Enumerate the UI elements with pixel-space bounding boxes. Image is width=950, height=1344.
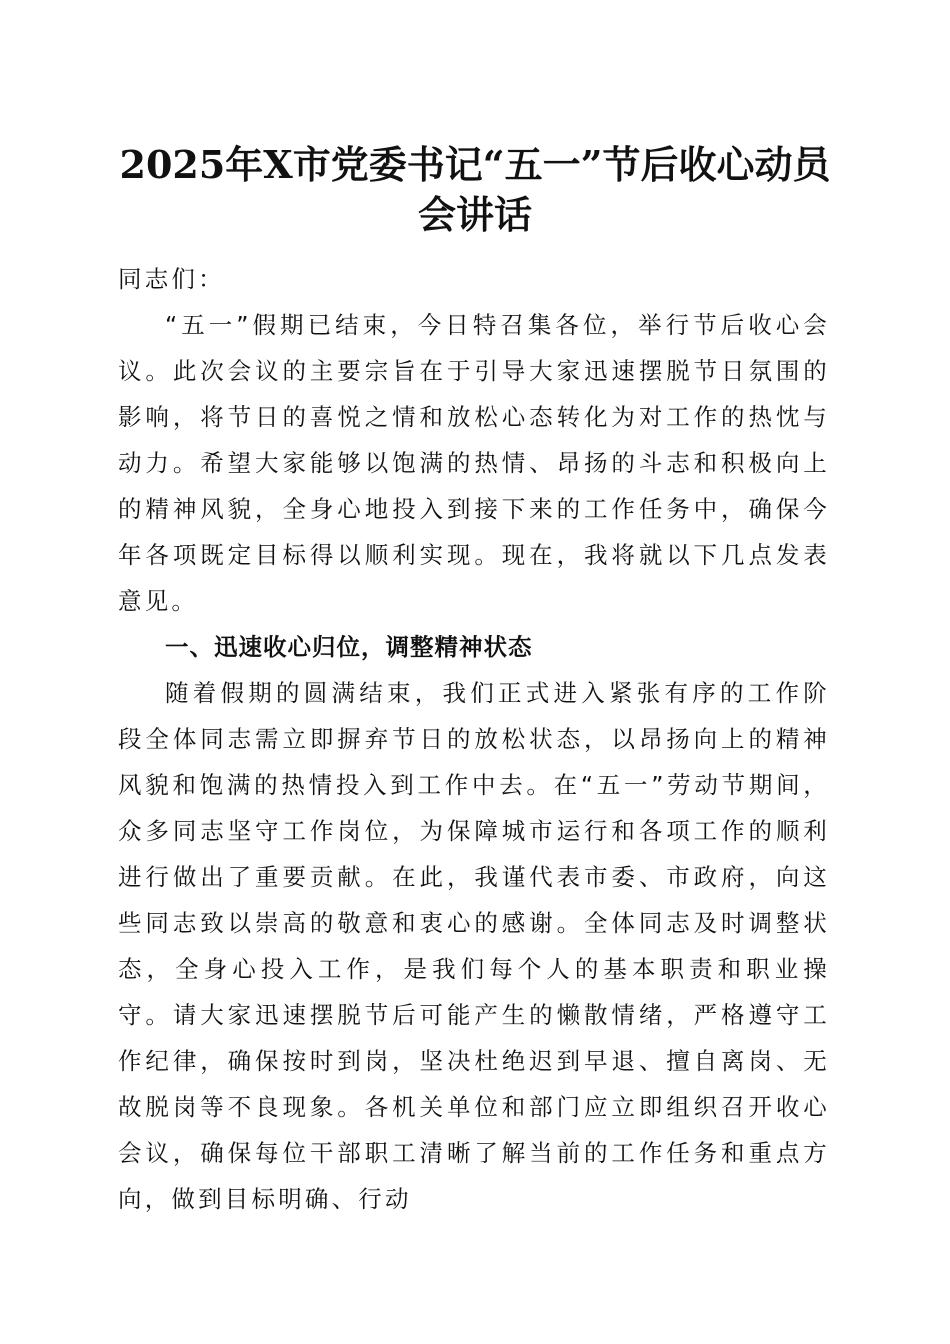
section-1-heading: 一、迅速收心归位，调整精神状态 [165, 633, 533, 661]
intro-paragraph: “五一”假期已结束，今日特召集各位，举行节后收心会议。此次会议的主要宗旨在于引导大家迅速摆脱节日氛围的影响，将节日的喜悦之情和放松心态转化为对工作的热忱与动力。希望大家能够以饱满的热情、昂扬的斗志和积极向上的精神风貌，全身心地投入到接下来的工作任务中，确保今年各项既定目标得以顺利实现。现在，我将就以下几点发表意见。 [118, 311, 830, 615]
section-1-paragraph: 随着假期的圆满结束，我们正式进入紧张有序的工作阶段全体同志需立即摒弃节日的放松状态，以昂扬向上的精神风貌和饱满的热情投入到工作中去。在“五一”劳动节期间，众多同志坚守工作岗位，为保障城市运行和各项工作的顺利进行做出了重要贡献。在此，我谨代表市委、市政府，向这些同志致以崇高的敬意和衷心的感谢。全体同志及时调整状态，全身心投入工作，是我们每个人的基本职责和职业操守。请大家迅速摆脱节后可能产生的懒散情绪，严格遵守工作纪律，确保按时到岗，坚决杜绝迟到早退、擅自离岗、无故脱岗等不良现象。各机关单位和部门应立即组织召开收心会议，确保每位干部职工清晰了解当前的工作任务和重点方向，做到目标明确、行动 [118, 679, 830, 1213]
title-line-2: 会讲话 [417, 192, 532, 237]
greeting: 同志们： [118, 265, 225, 293]
document-body [118, 256, 830, 1222]
title-line-1: 2025年X市党委书记“五一”节后收心动员 [119, 142, 831, 187]
document-title [100, 140, 850, 240]
